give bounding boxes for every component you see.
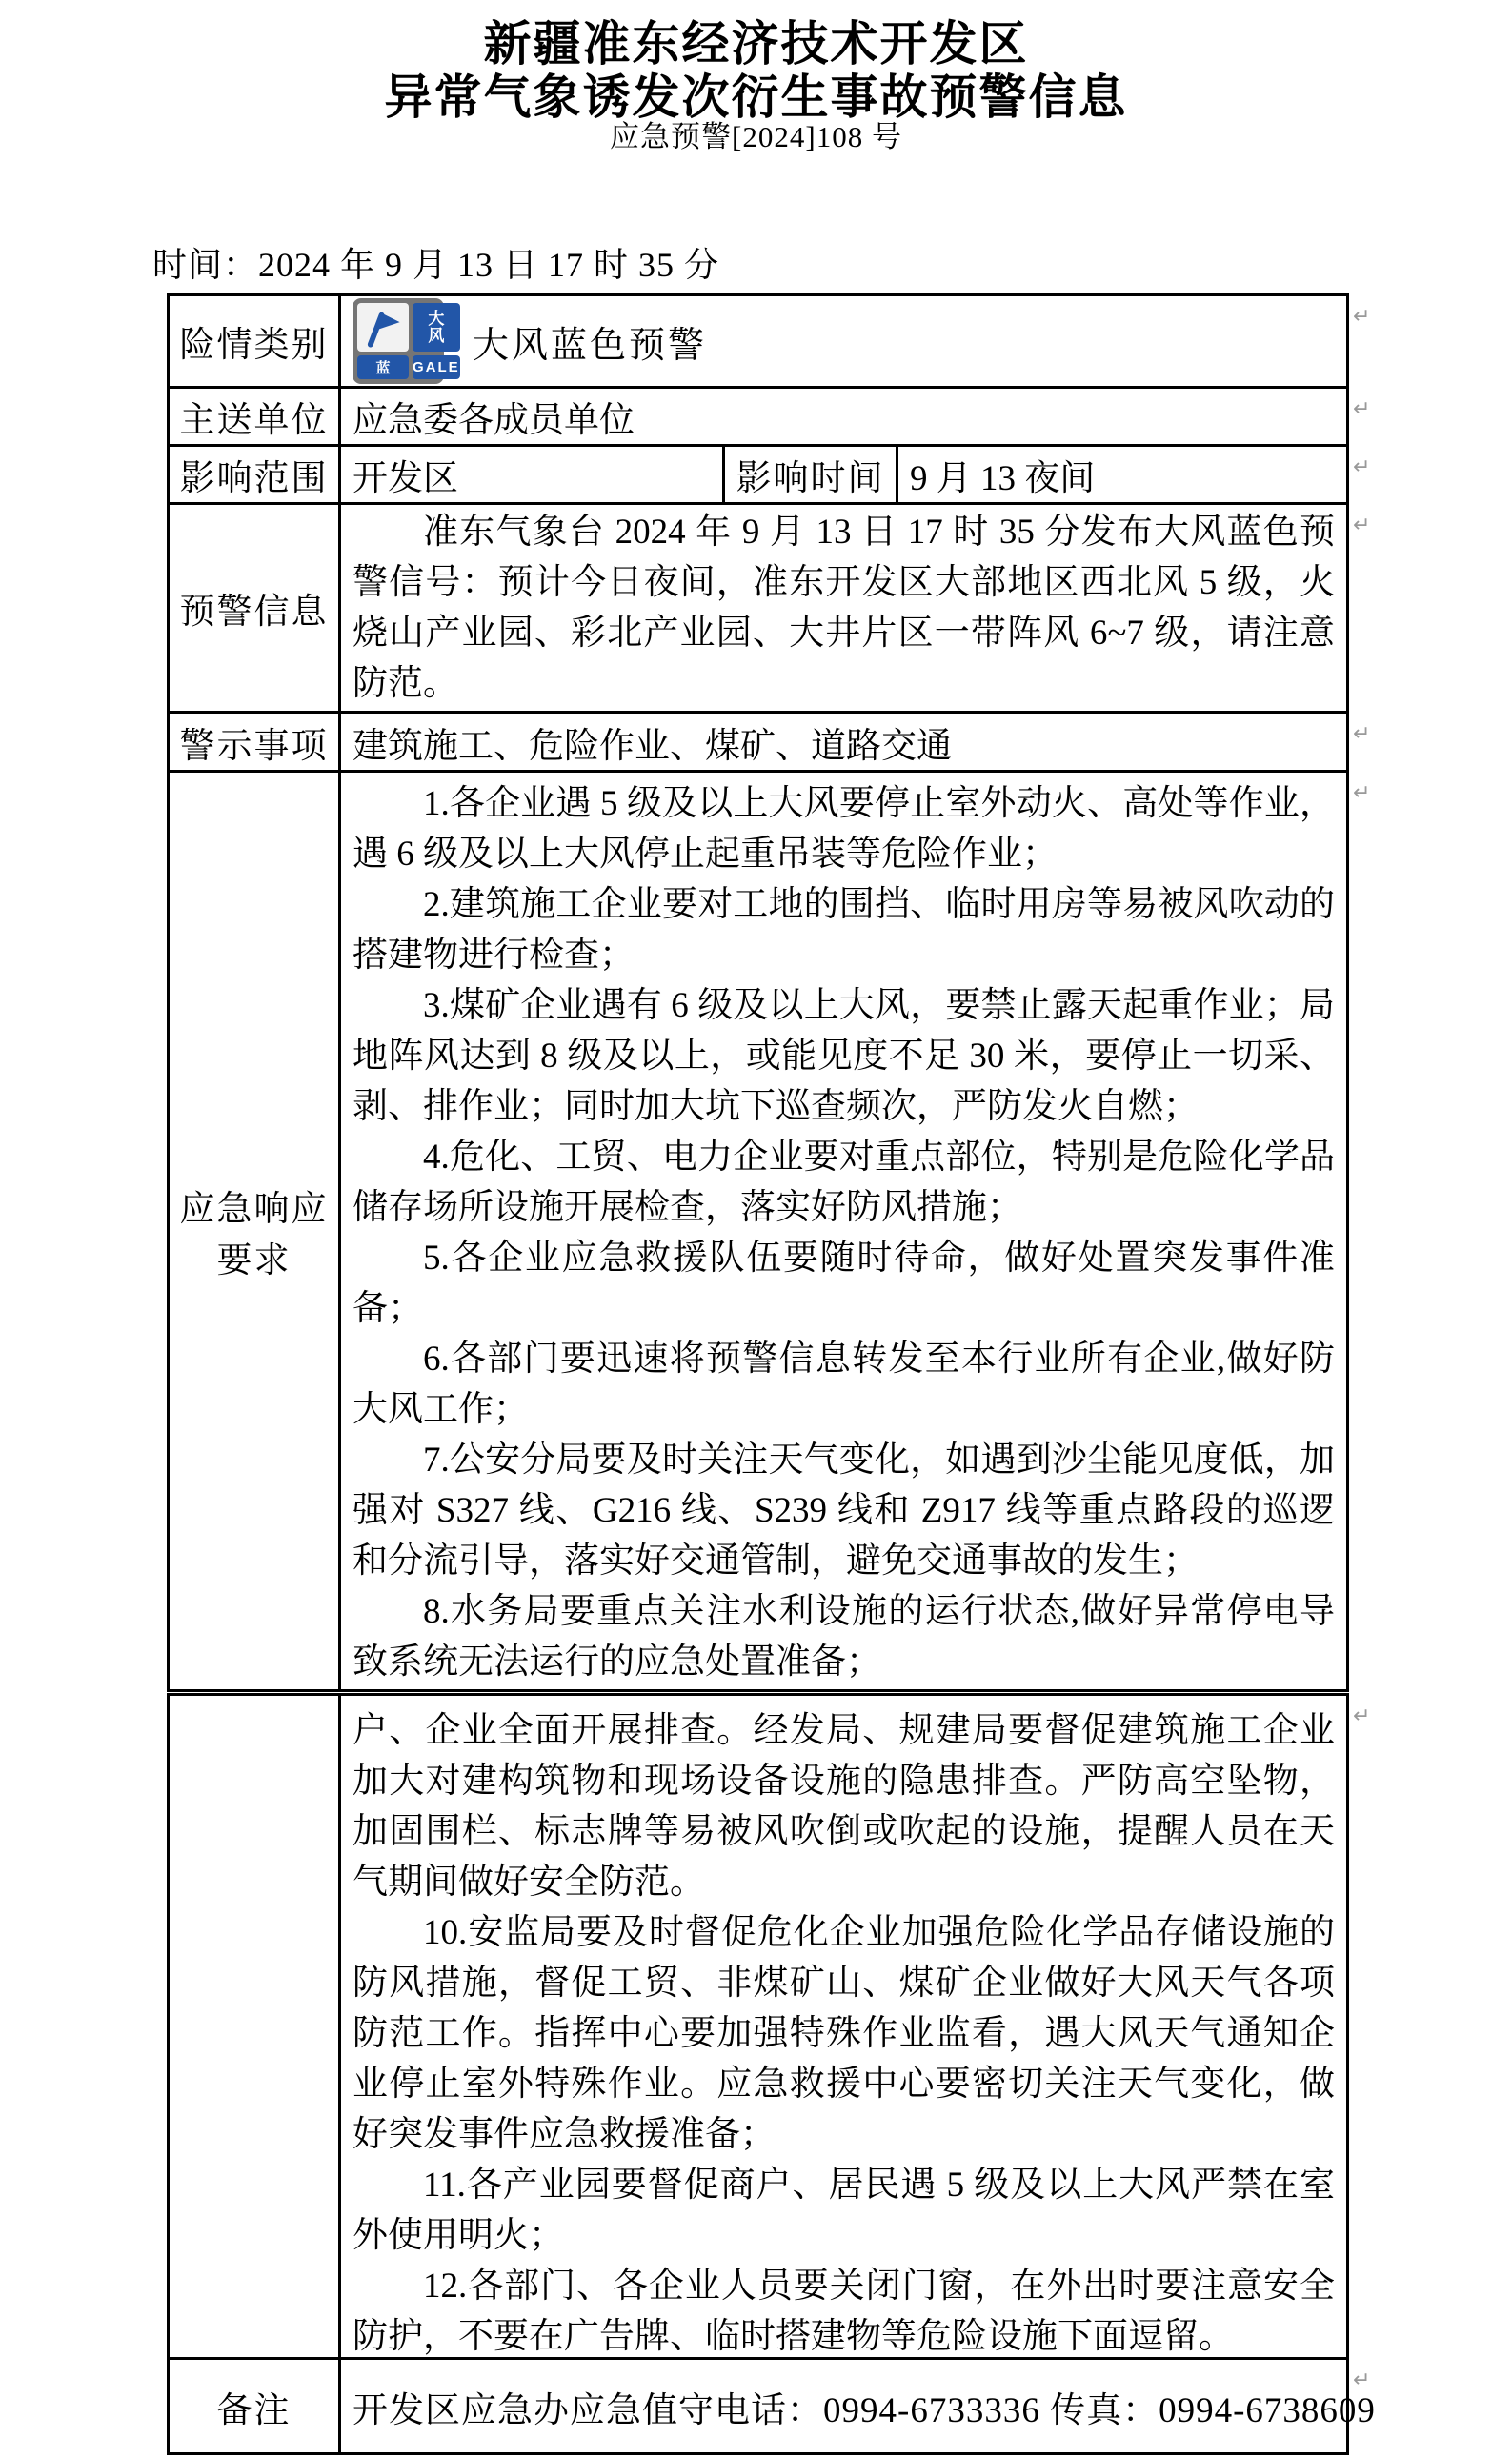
empty-label-cell bbox=[169, 1695, 340, 2359]
paragraph: 3.煤矿企业遇有 6 级及以上大风，要禁止露天起重作业；局地阵风达到 8 级及以上，或能见度不足 30 米，要停止一切采、剥、排作业；同时加大坑下巡查频次，严防发火自燃； bbox=[353, 986, 1336, 1126]
response-continuation-cell bbox=[340, 1695, 1348, 2359]
paragraph: 8.水务局要重点关注水利设施的运行状态,做好异常停电导致系统无法运行的应急处置准备； bbox=[353, 1592, 1336, 1682]
recipients-row bbox=[169, 388, 1348, 446]
paragraph: 12.各部门、各企业人员要关闭门窗，在外出时要注意安全防护，不要在广告牌、临时搭建物等危险设施下面逗留。 bbox=[353, 2267, 1335, 2355]
warning-info-label: 预警信息 bbox=[169, 504, 340, 713]
scope-row bbox=[169, 446, 1348, 504]
response-continuation-row bbox=[169, 1695, 1348, 2359]
remark-text: 开发区应急办应急值守电话：0994-6733336 传真：0994-6738609 bbox=[353, 2390, 1376, 2430]
gale-cn-label bbox=[413, 303, 460, 352]
paragraph: 2.建筑施工企业要对工地的围挡、临时用房等易被风吹动的搭建物进行检查； bbox=[353, 885, 1336, 975]
risk-type-value: 大风蓝色预警 bbox=[473, 325, 708, 366]
remark-label: 备注 bbox=[169, 2359, 340, 2454]
risk-type-row bbox=[169, 295, 1348, 388]
doc-number: 应急预警[2024]108 号 bbox=[610, 120, 902, 153]
paragraph-mark-icon: ↵ bbox=[1353, 2368, 1371, 2392]
risk-type-label: 险情类别 bbox=[169, 295, 340, 388]
response-label-line1: 应急响应 bbox=[179, 1190, 329, 1229]
warning-info-row bbox=[169, 504, 1348, 713]
impact-time-value: 9 月 13 夜间 bbox=[897, 446, 1348, 504]
blue-level-badge: 蓝 bbox=[357, 355, 409, 379]
impact-time-label: 影响时间 bbox=[724, 446, 897, 504]
paragraph-mark-icon: ↵ bbox=[1353, 781, 1371, 805]
response-label bbox=[169, 772, 340, 1691]
remark-value bbox=[340, 2359, 1376, 2454]
paragraph-mark-icon: ↵ bbox=[1353, 305, 1371, 329]
warning-table-continued bbox=[167, 1693, 1376, 2455]
remark-row bbox=[169, 2359, 1348, 2454]
scope-value: 开发区 bbox=[340, 446, 724, 504]
paragraph: 5.各企业应急救援队伍要随时待命，做好处置突发事件准备； bbox=[353, 1239, 1336, 1328]
wind-flag-icon bbox=[357, 303, 409, 352]
paragraph: 11.各产业园要督促商户、居民遇 5 级及以上大风严禁在室外使用明火； bbox=[353, 2166, 1335, 2255]
paragraph-mark-icon: ↵ bbox=[1353, 397, 1371, 421]
page-title-line2: 异常气象诱发次衍生事故预警信息 bbox=[384, 71, 1128, 124]
gale-char-top: 大 bbox=[428, 309, 445, 328]
warning-items-value: 建筑施工、危险作业、煤矿、道路交通 bbox=[340, 713, 1348, 772]
response-paragraphs bbox=[353, 775, 1335, 1687]
paragraph: 7.公安分局要及时关注天气变化，如遇到沙尘能见度低，加强对 S327 线、G216 线、S239 线和 Z917 线等重点路段的巡逻和分流引导，落实好交通管制，避免交通事故的发生； bbox=[353, 1441, 1336, 1581]
issue-time: 时间：2024 年 9 月 13 日 17 时 35 分 bbox=[152, 246, 720, 284]
response-label-line2: 要求 bbox=[216, 1241, 292, 1280]
response-cell bbox=[340, 772, 1348, 1691]
warning-info-text: 准东气象台 2024 年 9 月 13 日 17 时 35 分发布大风蓝色预警信号：预计今日夜间，准东开发区大部地区西北风 5 级，火烧山产业园、彩北产业园、大井片区一带阵风 6~7 级，请注意防范。 bbox=[353, 513, 1336, 703]
recipients-value: 应急委各成员单位 bbox=[340, 388, 1348, 446]
page-title-line1: 新疆准东经济技术开发区 bbox=[483, 17, 1029, 71]
paragraph: 户、企业全面开展排查。经发局、规建局要督促建筑施工企业加大对建构筑物和现场设备设施的隐患排查。严防高空坠物，加固围栏、标志牌等易被风吹倒或吹起的设施，提醒人员在天气期间做好安全防范。 bbox=[353, 1711, 1335, 1902]
gale-en-label: GALE bbox=[413, 355, 460, 379]
wind-flag-glyph bbox=[362, 307, 404, 349]
paragraph-mark-icon: ↵ bbox=[1353, 455, 1371, 479]
response-row bbox=[169, 772, 1348, 1691]
paragraph-mark-icon: ↵ bbox=[1353, 1704, 1371, 1728]
scope-label: 影响范围 bbox=[169, 446, 340, 504]
recipients-label: 主送单位 bbox=[169, 388, 340, 446]
paragraph: 10.安监局要及时督促危化企业加强危险化学品存储设施的防风措施，督促工贸、非煤矿山、煤矿企业做好大风天气各项防范工作。指挥中心要加强特殊作业监看，遇大风天气通知企业停止室外特殊作业。应急救援中心要密切关注天气变化，做好突发事件应急救援准备； bbox=[353, 1913, 1335, 2154]
paragraph-mark-icon: ↵ bbox=[1353, 722, 1371, 746]
warning-items-label: 警示事项 bbox=[169, 713, 340, 772]
warning-items-row bbox=[169, 713, 1348, 772]
paragraph-mark-icon: ↵ bbox=[1353, 514, 1371, 537]
paragraph: 6.各部门要迅速将预警信息转发至本行业所有企业,做好防大风工作； bbox=[353, 1340, 1336, 1429]
paragraph: 1.各企业遇 5 级及以上大风要停止室外动火、高处等作业，遇 6 级及以上大风停止起重吊装等危险作业； bbox=[353, 784, 1336, 874]
warning-table bbox=[167, 293, 1349, 1692]
continuation-paragraphs bbox=[353, 1698, 1335, 2355]
gale-blue-warning-icon bbox=[353, 298, 460, 384]
gale-char-bottom: 风 bbox=[428, 326, 445, 345]
paragraph: 4.危化、工贸、电力企业要对重点部位，特别是危险化学品储存场所设施开展检查，落实好防风措施； bbox=[353, 1138, 1336, 1227]
warning-info-cell bbox=[340, 504, 1348, 713]
risk-type-cell bbox=[340, 295, 1348, 388]
